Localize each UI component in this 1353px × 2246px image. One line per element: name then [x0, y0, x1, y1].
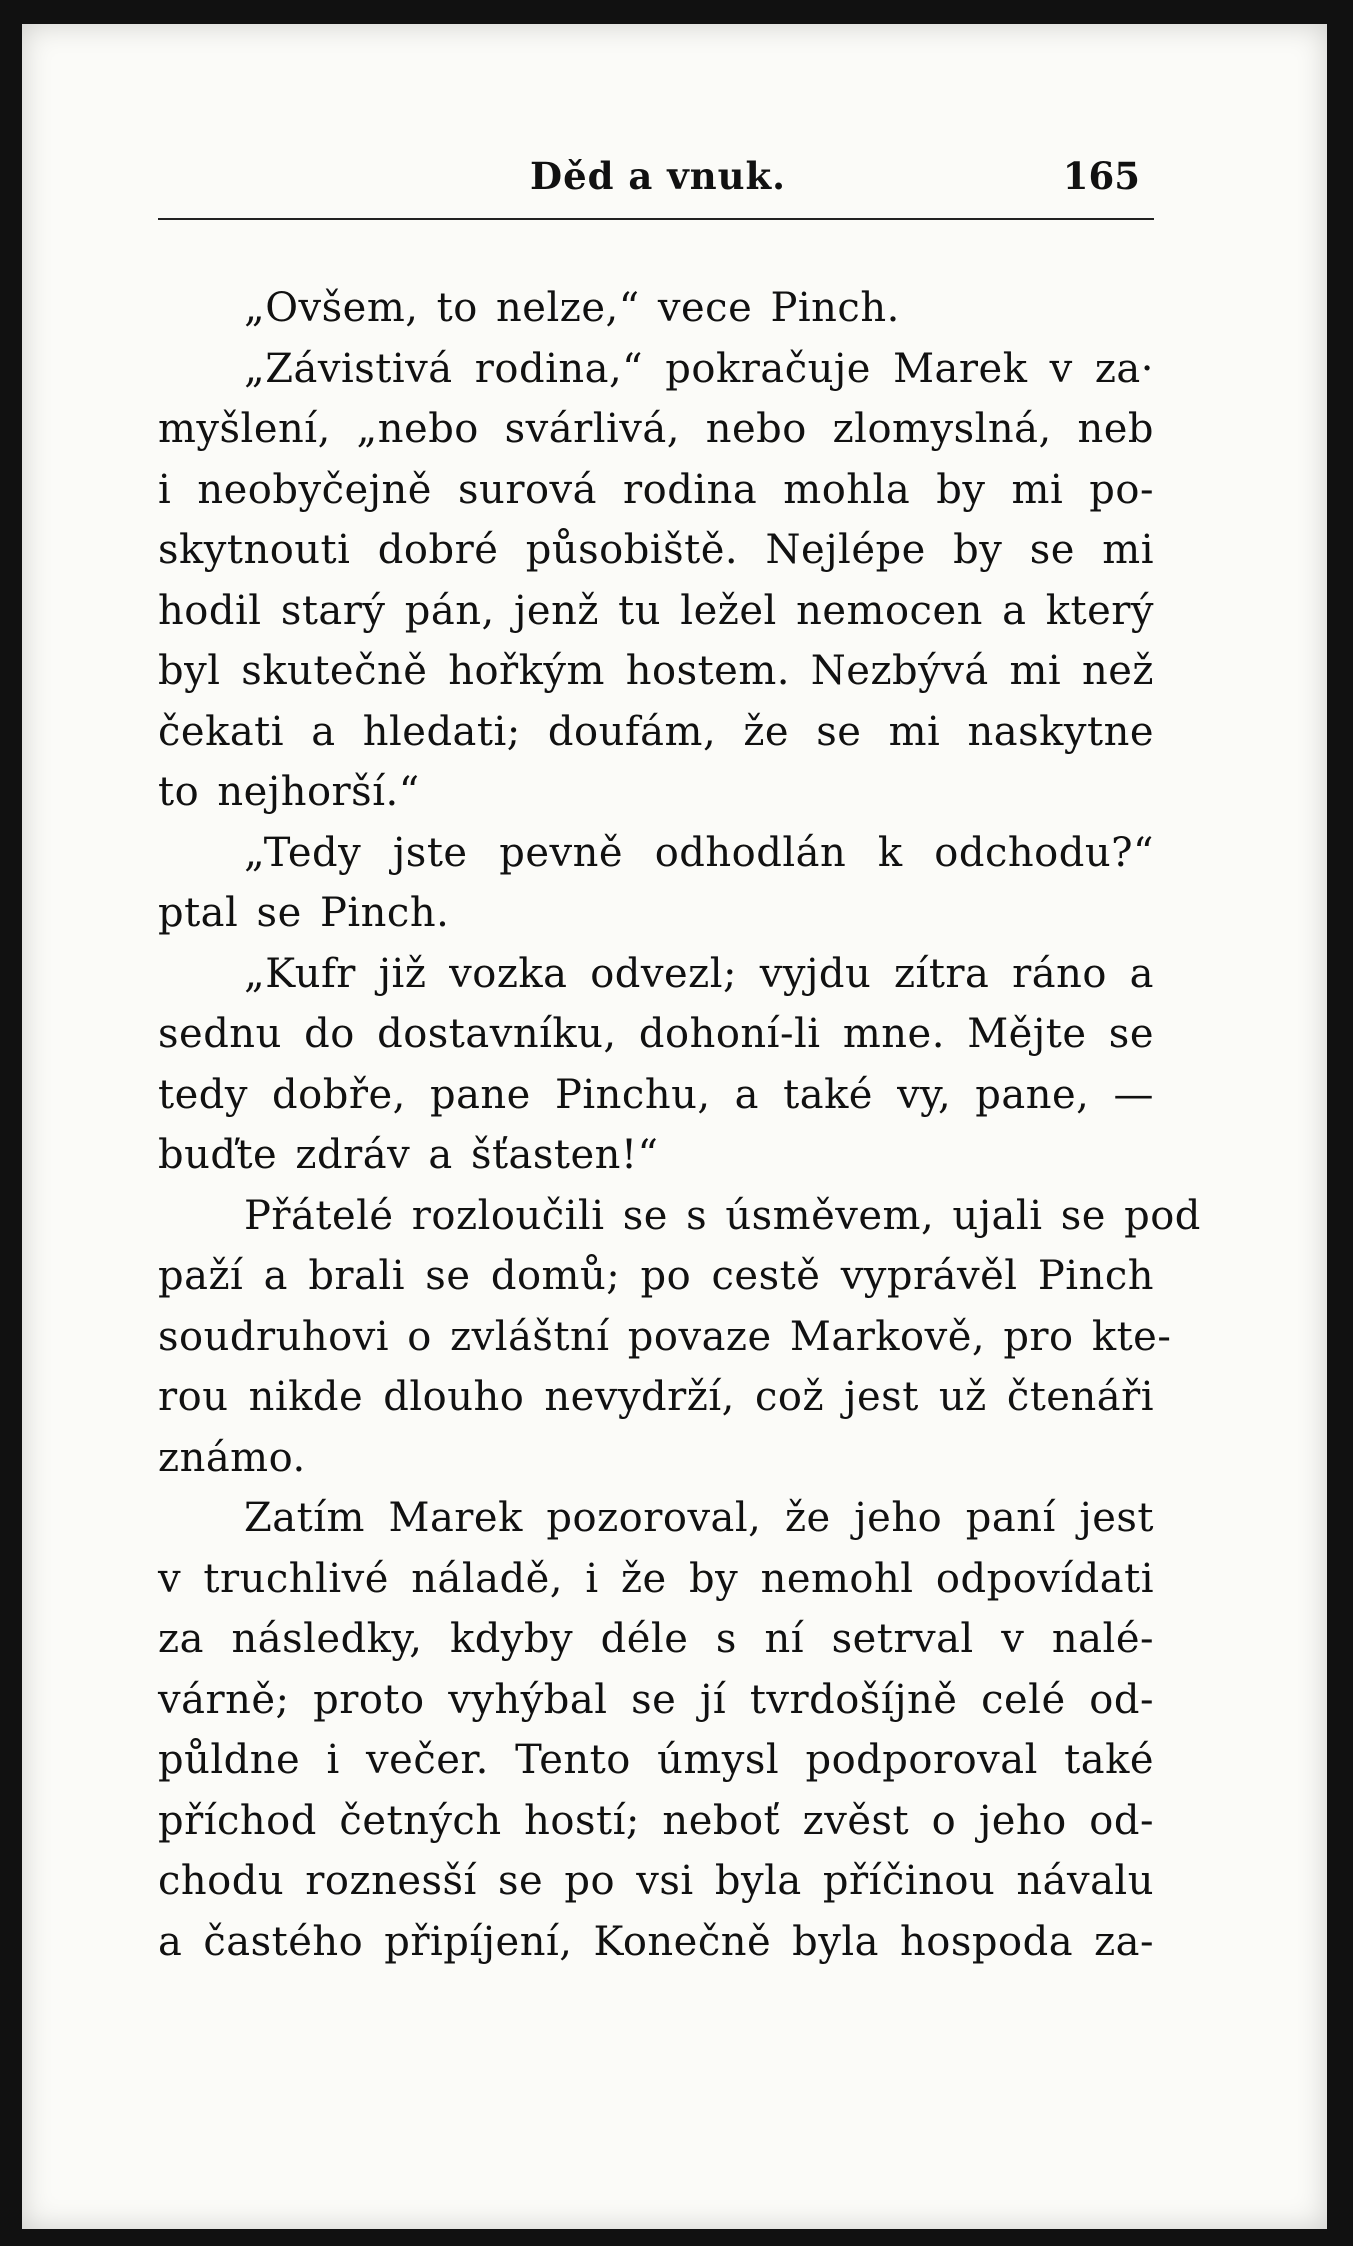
text-line: hodil starý pán, jenž tu ležel nemocen a který [158, 587, 1154, 634]
text-line: sednu do dostavníku, dohoní-li mne. Mějte se [158, 1011, 1154, 1057]
body-text [158, 278, 1201, 1972]
running-header [158, 150, 1158, 210]
text-line: Přátelé rozloučili se s úsměvem, ujali se pod [244, 1192, 1201, 1239]
text-line: za následky, kdyby déle s ní setrval v nalé- [158, 1616, 1154, 1662]
text-line: ptal se Pinch. [158, 890, 450, 936]
text-line: Zatím Marek pozoroval, že jeho paní jest [244, 1495, 1154, 1541]
text-line: myšlení, „nebo svárlivá, nebo zlomyslná, neb [158, 406, 1154, 452]
page-number: 165 [1062, 154, 1140, 198]
text-line: skytnouti dobré působiště. Nejlépe by se mi [158, 527, 1154, 573]
text-line: soudruhovi o zvláštní povaze Markově, pro kte- [158, 1313, 1172, 1360]
text-line: chodu roznesší se po vsi byla příčinou návalu [158, 1858, 1154, 1904]
text-line: a častého připíjení, Konečně byla hospoda za- [158, 1918, 1154, 1965]
chapter-title: Děd a vnuk. [530, 154, 787, 198]
text-line: v truchlivé náladě, i že by nemohl odpovídati [158, 1555, 1154, 1602]
text-line: paží a brali se domů; po cestě vyprávěl Pinch [158, 1253, 1154, 1299]
text-line: „Kufr již vozka odvezl; vyjdu zítra ráno a [244, 950, 1154, 997]
text-line: to nejhorší.“ [158, 769, 420, 815]
header-rule [158, 218, 1154, 220]
text-line: „Závistivá rodina,“ pokračuje Marek v za· [244, 345, 1154, 392]
text-line: rou nikde dlouho nevydrží, což jest už čtenáři [158, 1374, 1154, 1420]
text-line: příchod četných hostí; neboť zvěst o jeho od- [158, 1797, 1154, 1844]
text-line: čekati a hledati; doufám, že se mi naskytne [158, 708, 1154, 755]
text-line: byl skutečně hořkým hostem. Nezbývá mi než [158, 648, 1154, 694]
text-line: půldne i večer. Tento úmysl podporoval také [158, 1737, 1154, 1783]
text-line: buďte zdráv a šťasten!“ [158, 1132, 659, 1178]
text-line: tedy dobře, pane Pinchu, a také vy, pane, — [158, 1071, 1154, 1118]
text-line: známo. [158, 1434, 306, 1481]
text-line: várně; proto vyhýbal se jí tvrdošíjně celé od- [158, 1676, 1154, 1723]
text-line: i neobyčejně surová rodina mohla by mi po- [158, 466, 1154, 513]
text-line: „Ovšem, to nelze,“ vece Pinch. [244, 285, 900, 331]
text-line: „Tedy jste pevně odhodlán k odchodu?“ [244, 829, 1154, 876]
